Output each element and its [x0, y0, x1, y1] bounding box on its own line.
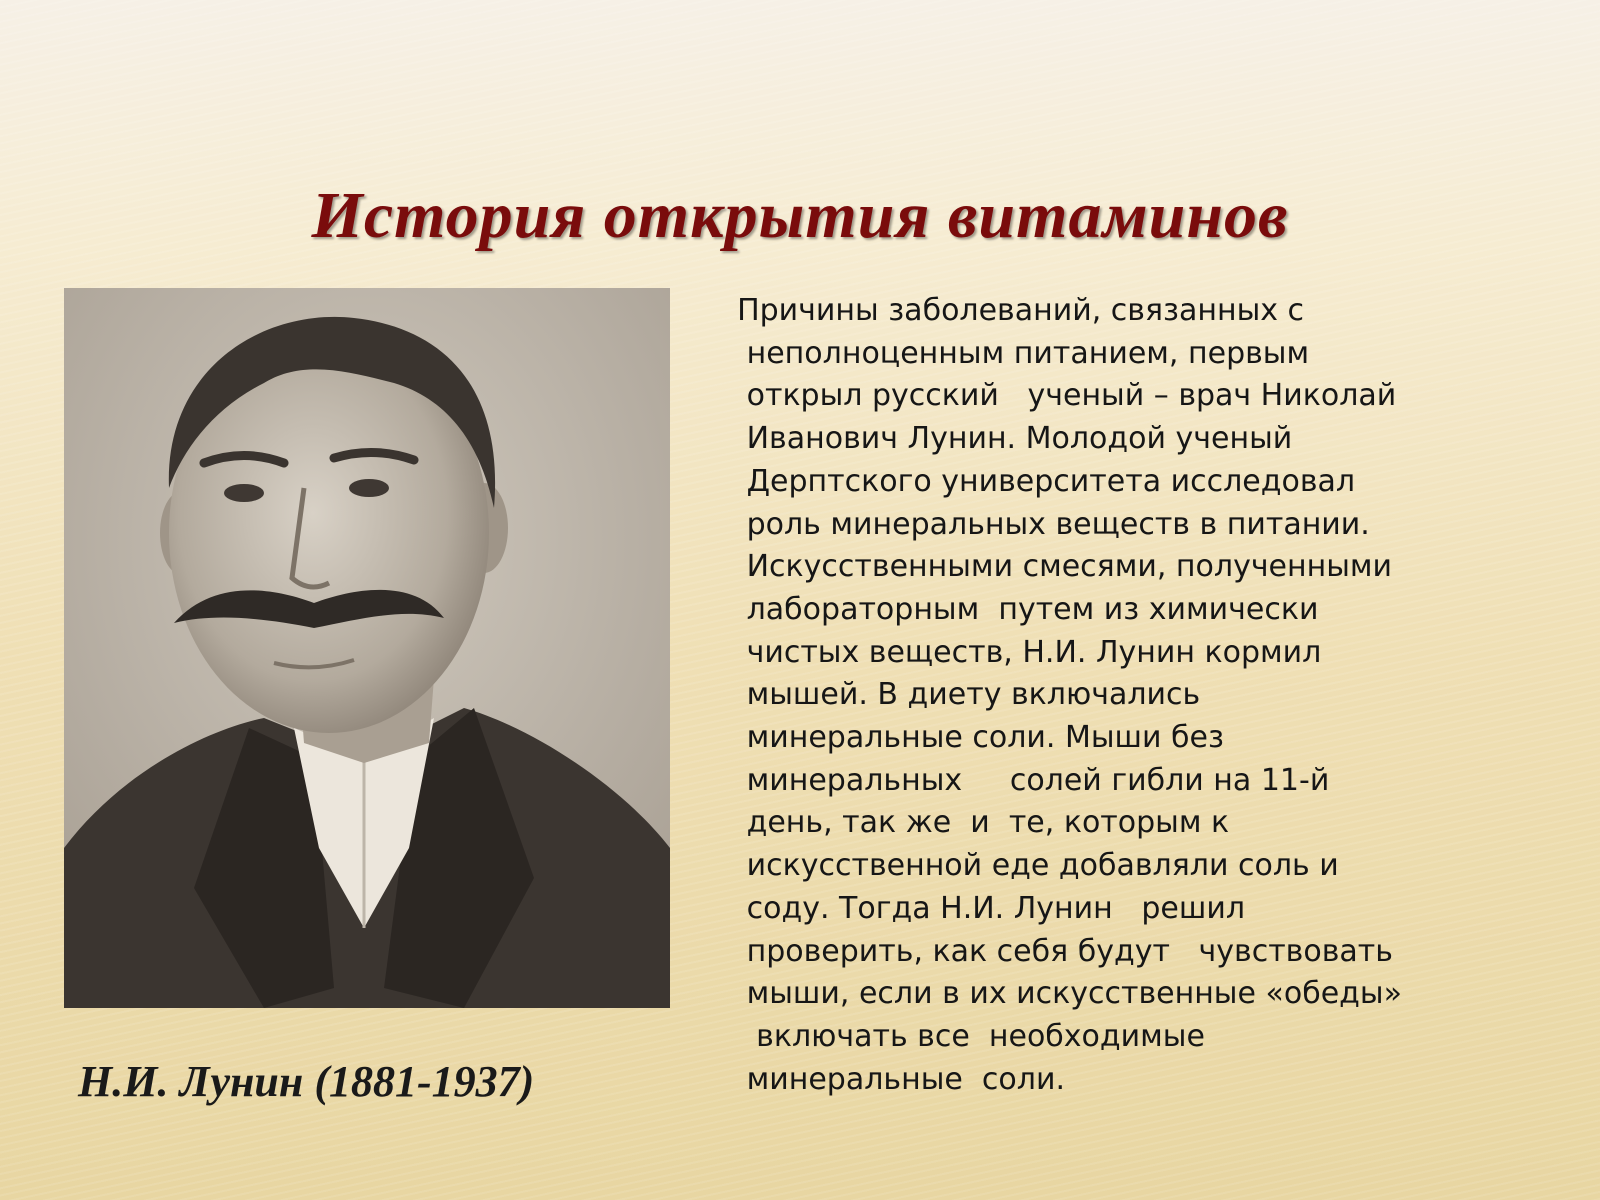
body-paragraph: Причины заболеваний, связанных с неполноценным питанием, первым открыл русский ученый – врач Николай Иванович Лунин. Молодой ученый Дерптского университета исследовал роль минеральных веществ в питании. Искусственными смесями, полученными лабораторным путем из химически чистых веществ, Н.И. Лунин кормил мышей. В диету включались минеральные соли. Мыши без минеральных солей гибли на 11-й день, так же и те, которым к искусственной еде добавляли соль и соду. Тогда Н.И. Лунин решил проверить, как себя будут чувствовать мыши, если в их искусственные «обеды» включать все необходимые минеральные соли. [737, 293, 1402, 1097]
slide-title: История открытия витаминов [311, 179, 1289, 252]
portrait-caption: Н.И. Лунин (1881-1937) [78, 1057, 535, 1106]
portrait-photo [64, 288, 670, 1008]
portrait-image [64, 288, 670, 1008]
